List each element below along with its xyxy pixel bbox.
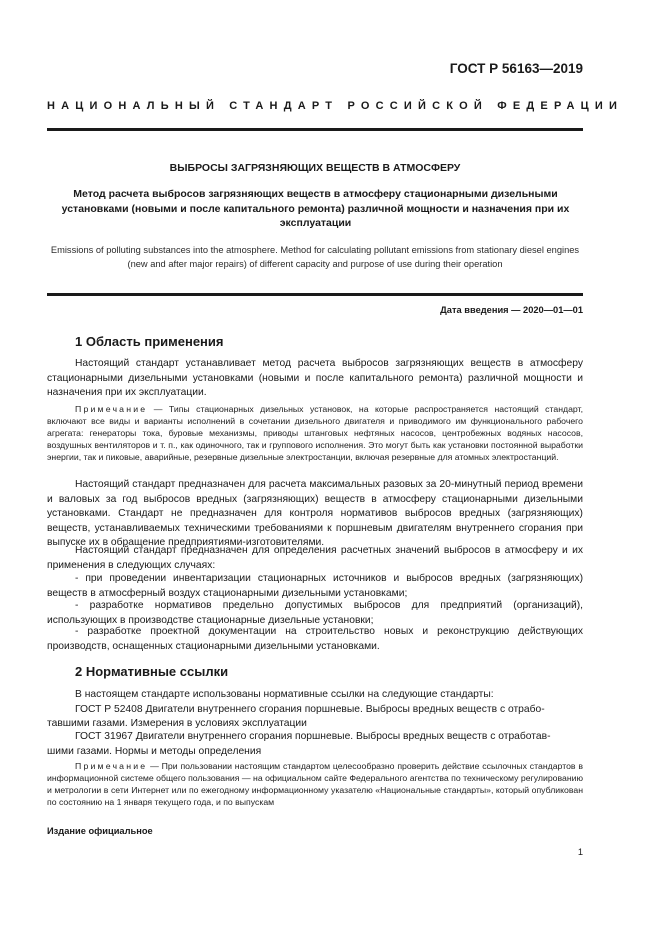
note-label: Примечание xyxy=(75,404,148,414)
document-number: ГОСТ Р 56163—2019 xyxy=(449,61,583,76)
list-item: - разработке проектной документации на строительство новых и реконструкцию действующих производств, оснащенных стационарными дизельными установками. xyxy=(47,626,583,652)
national-standard-banner: НАЦИОНАЛЬНЫЙ СТАНДАРТ РОССИЙСКОЙ ФЕДЕРАЦИИ xyxy=(47,100,624,112)
note-label: Примечание xyxy=(75,761,148,771)
english-title: Emissions of polluting substances into the atmosphere. Method for calculating pollutant emissions from stationary diesel engines (new and after major repairs) of different capacity and purpose of use during their operation xyxy=(50,245,580,269)
document-title: ВЫБРОСЫ ЗАГРЯЗНЯЮЩИХ ВЕЩЕСТВ В АТМОСФЕРУ xyxy=(169,162,461,174)
document-subtitle: Метод расчета выбросов загрязняющих веществ в атмосферу стационарными дизельными установками (новыми и после капитального ремонта) различной мощности и назначения при их эксплуатации xyxy=(61,188,570,229)
reference-line: ГОСТ Р 52408 Двигатели внутреннего сгорания поршневые. Выбросы вредных веществ с отрабо- xyxy=(75,704,545,715)
reference-line: ГОСТ 31967 Двигатели внутреннего сгорания поршневые. Выбросы вредных веществ с отработав- xyxy=(75,731,551,742)
note xyxy=(47,761,583,809)
paragraph: Настоящий стандарт устанавливает метод расчета выбросов загрязняющих веществ в атмосферу стационарными дизельными установками (новыми и после капитального ремонта) различной мощности и назначения при их эксплуатации. xyxy=(47,358,583,398)
title-divider xyxy=(47,293,583,296)
note xyxy=(47,404,583,464)
note-text: — При пользовании настоящим стандартом целесообразно проверить действие ссылочных стандартов в информационной системе общего пользования — на официальном сайте Федерального агентства по техническому регулированию и метрологии в сети Интернет или по ежегодному информационному указателю «Национальные стандарты», который опубликован по состоянию на 1 января текущего года, и по выпускам xyxy=(47,761,583,807)
note-text: — Типы стационарных дизельных установок, на которые распространяется настоящий стандарт, включают все виды и варианты исполнений в сочетании дизельного двигателя и приводимого им функционального рабочего агрегата: генераторы тока, буровые механизмы, приводы штанговых нефтяных насосов, центробежных водяных насосов, воздушных вентиляторов и т. п., как одиночного, так и группового исполнения. Это могут быть как установки постоянной выработки энергии, так и пиковые, аварийные, резервные дизельные электростанции, включая резервные для атомных электростанций. xyxy=(47,404,583,462)
official-edition-label: Издание официальное xyxy=(47,826,153,836)
paragraph: Настоящий стандарт предназначен для определения расчетных значений выбросов в атмосферу и их применения в следующих случаях: xyxy=(47,545,583,571)
introduction-date: Дата введения — 2020—01—01 xyxy=(440,305,583,315)
reference-line: шими газами. Нормы и методы определения xyxy=(47,746,262,757)
paragraph: Настоящий стандарт предназначен для расчета максимальных разовых за 20-минутный период времени и валовых за год выбросов вредных (загрязняющих) веществ в атмосферу стационарными дизельными установками. Стандарт не предназначен для контроля нормативов выбросов вредных (загрязняющих) веществ, устанавливаемых техническими требованиями к поршневым двигателям внутреннего сгорания при выпуске их в обращение предприятиями-изготовителями. xyxy=(47,479,583,548)
paragraph: В настоящем стандарте использованы нормативные ссылки на следующие стандарты: xyxy=(75,689,494,700)
page-number: 1 xyxy=(577,847,583,857)
section-heading-scope: 1 Область применения xyxy=(75,334,224,349)
header-divider xyxy=(47,128,583,131)
list-item: - при проведении инвентаризации стационарных источников и выбросов вредных (загрязняющих) веществ в атмосферный воздух стационарными дизельными установками; xyxy=(47,573,583,599)
section-heading-references: 2 Нормативные ссылки xyxy=(75,664,229,679)
list-item: - разработке нормативов предельно допустимых выбросов для предприятий (организаций), использующих в производстве стационарные дизельные установки; xyxy=(47,600,583,626)
reference-line: тавшими газами. Измерения в условиях эксплуатации xyxy=(47,718,307,729)
